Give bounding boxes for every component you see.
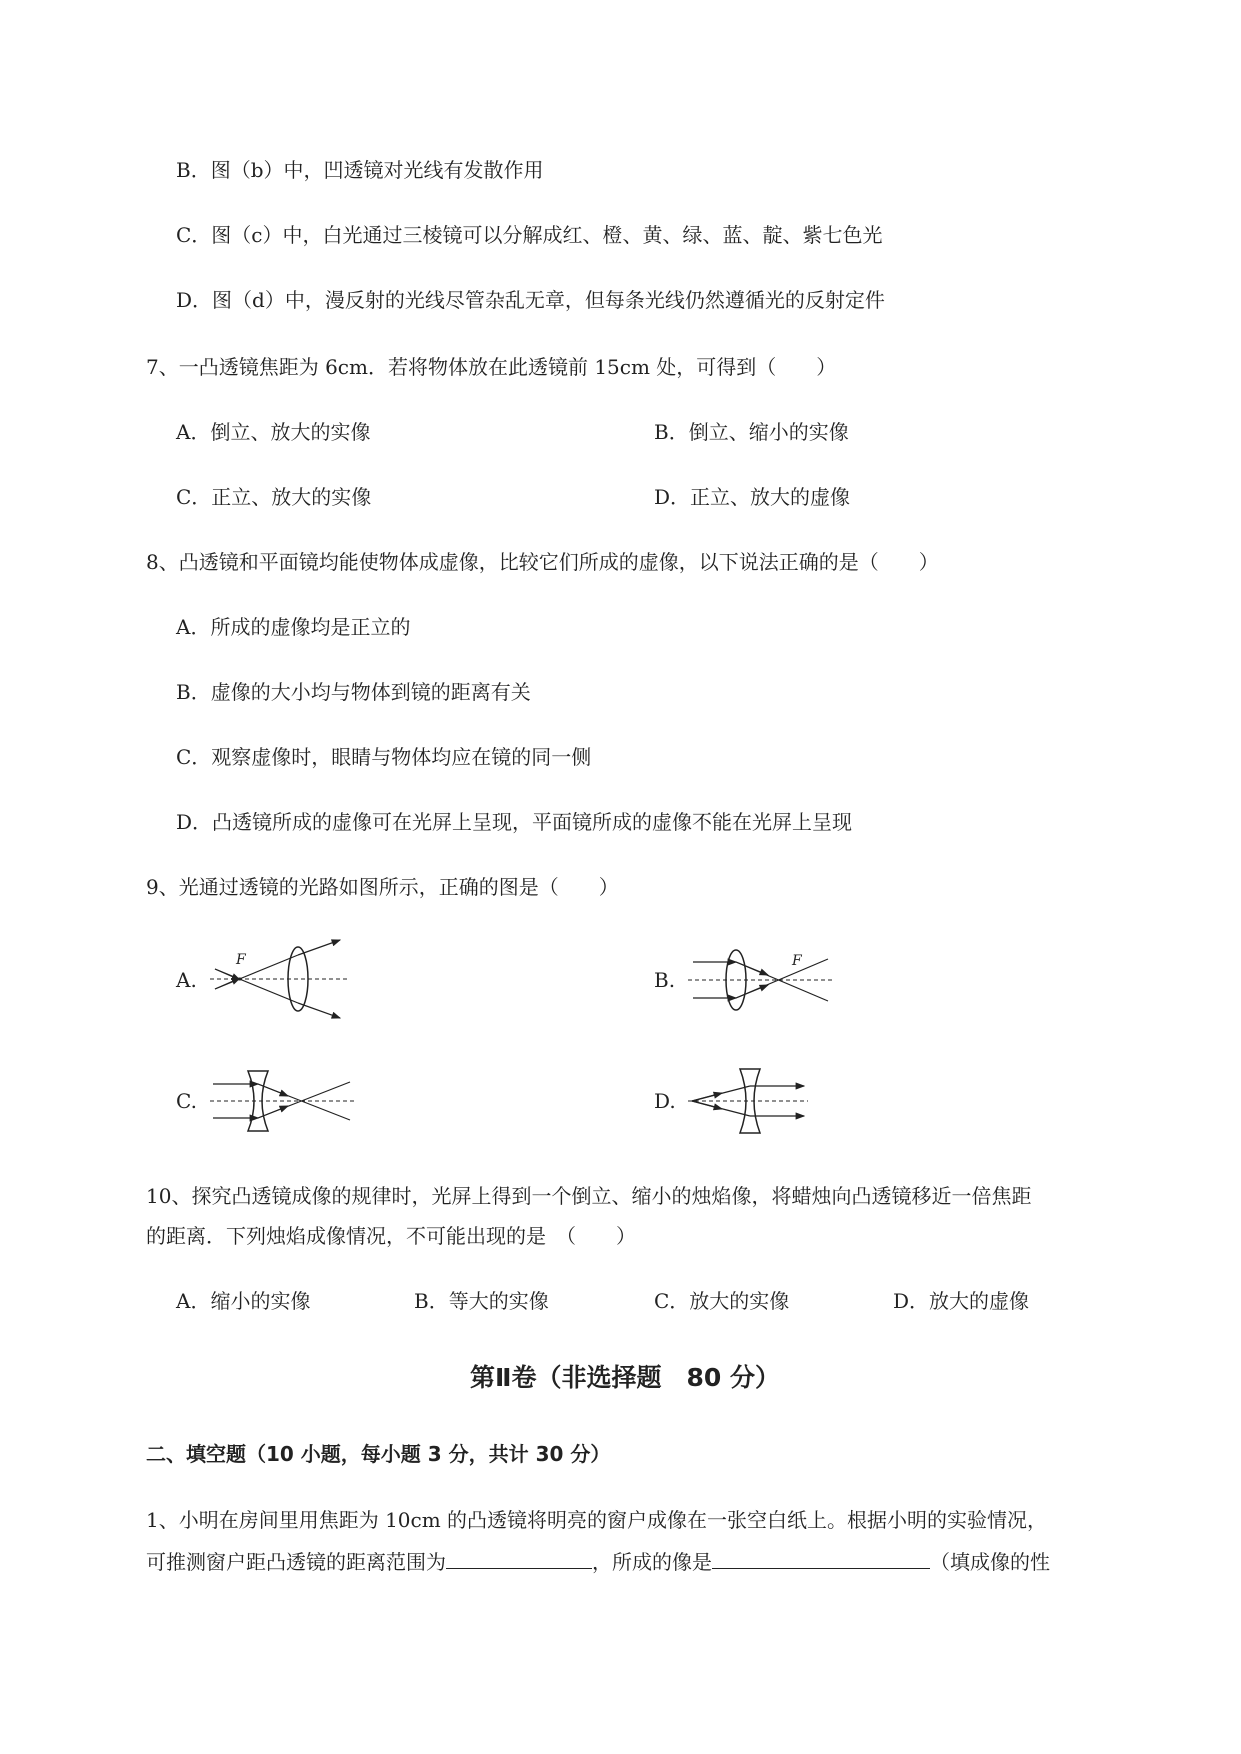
part2-title: 第Ⅱ卷（非选择题 80 分）	[470, 1363, 780, 1392]
q9-stem: 9、光通过透镜的光路如图所示，正确的图是（ ）	[146, 875, 619, 899]
fill1-line1: 1、小明在房间里用焦距为 10cm 的凸透镜将明亮的窗户成像在一张空白纸上。根据小明的实验情况，	[146, 1508, 1048, 1532]
q8-option-a: A．所成的虚像均是正立的	[176, 615, 411, 639]
q7-stem: 7、一凸透镜焦距为 6cm．若将物体放在此透镜前 15cm 处，可得到（ ）	[146, 355, 837, 379]
q9-diagram-d	[688, 1066, 808, 1136]
q10-option-b: B．等大的实像	[414, 1289, 549, 1313]
q9-diagram-a	[210, 938, 350, 1020]
q9-diagram-c	[210, 1068, 355, 1134]
fill1-text-a: 可推测窗户距凸透镜的距离范围为	[146, 1550, 446, 1574]
q6-option-b: B．图（b）中，凹透镜对光线有发散作用	[176, 158, 544, 182]
q10-option-d: D．放大的虚像	[893, 1289, 1030, 1313]
fill1-blank-2[interactable]	[712, 1546, 930, 1569]
q10-option-a: A．缩小的实像	[176, 1289, 311, 1313]
fill1-text-c: （填成像的性	[930, 1550, 1050, 1574]
q9-option-d-label: D.	[654, 1089, 676, 1113]
q10-stem-line1: 10、探究凸透镜成像的规律时，光屏上得到一个倒立、缩小的烛焰像，将蜡烛向凸透镜移近一倍焦距	[146, 1184, 1032, 1208]
q8-stem: 8、凸透镜和平面镜均能使物体成虚像，比较它们所成的虚像，以下说法正确的是（ ）	[146, 550, 939, 574]
q8-option-d: D．凸透镜所成的虚像可在光屏上呈现，平面镜所成的虚像不能在光屏上呈现	[176, 810, 853, 834]
fill1-text-b: ，所成的像是	[592, 1550, 712, 1574]
q7-option-d: D．正立、放大的虚像	[654, 485, 851, 509]
q9-option-a-label: A.	[176, 968, 197, 992]
q9-option-b-label: B.	[654, 968, 676, 992]
q8-option-b: B．虚像的大小均与物体到镜的距离有关	[176, 680, 531, 704]
q7-option-a: A．倒立、放大的实像	[176, 420, 371, 444]
focus-label-b: F	[792, 953, 802, 969]
q7-option-c: C．正立、放大的实像	[176, 485, 372, 509]
fill1-line2	[146, 1546, 1050, 1576]
focus-label-a: F	[236, 952, 246, 968]
q10-option-c: C．放大的实像	[654, 1289, 790, 1313]
q9-option-c-label: C.	[176, 1089, 197, 1113]
section-fill-in-heading: 二、填空题（10 小题，每小题 3 分，共计 30 分）	[146, 1442, 611, 1466]
q6-option-d: D．图（d）中，漫反射的光线尽管杂乱无章，但每条光线仍然遵循光的反射定件	[176, 288, 885, 312]
q8-option-c: C．观察虚像时，眼睛与物体均应在镜的同一侧	[176, 745, 592, 769]
q7-option-b: B．倒立、缩小的实像	[654, 420, 849, 444]
q9-diagram-b	[688, 945, 833, 1015]
q6-option-c: C．图（c）中，白光通过三棱镜可以分解成红、橙、黄、绿、蓝、靛、紫七色光	[176, 223, 883, 247]
q10-stem-line2: 的距离．下列烛焰成像情况，不可能出现的是 （ ）	[146, 1224, 636, 1248]
fill1-blank-1[interactable]	[446, 1546, 592, 1569]
